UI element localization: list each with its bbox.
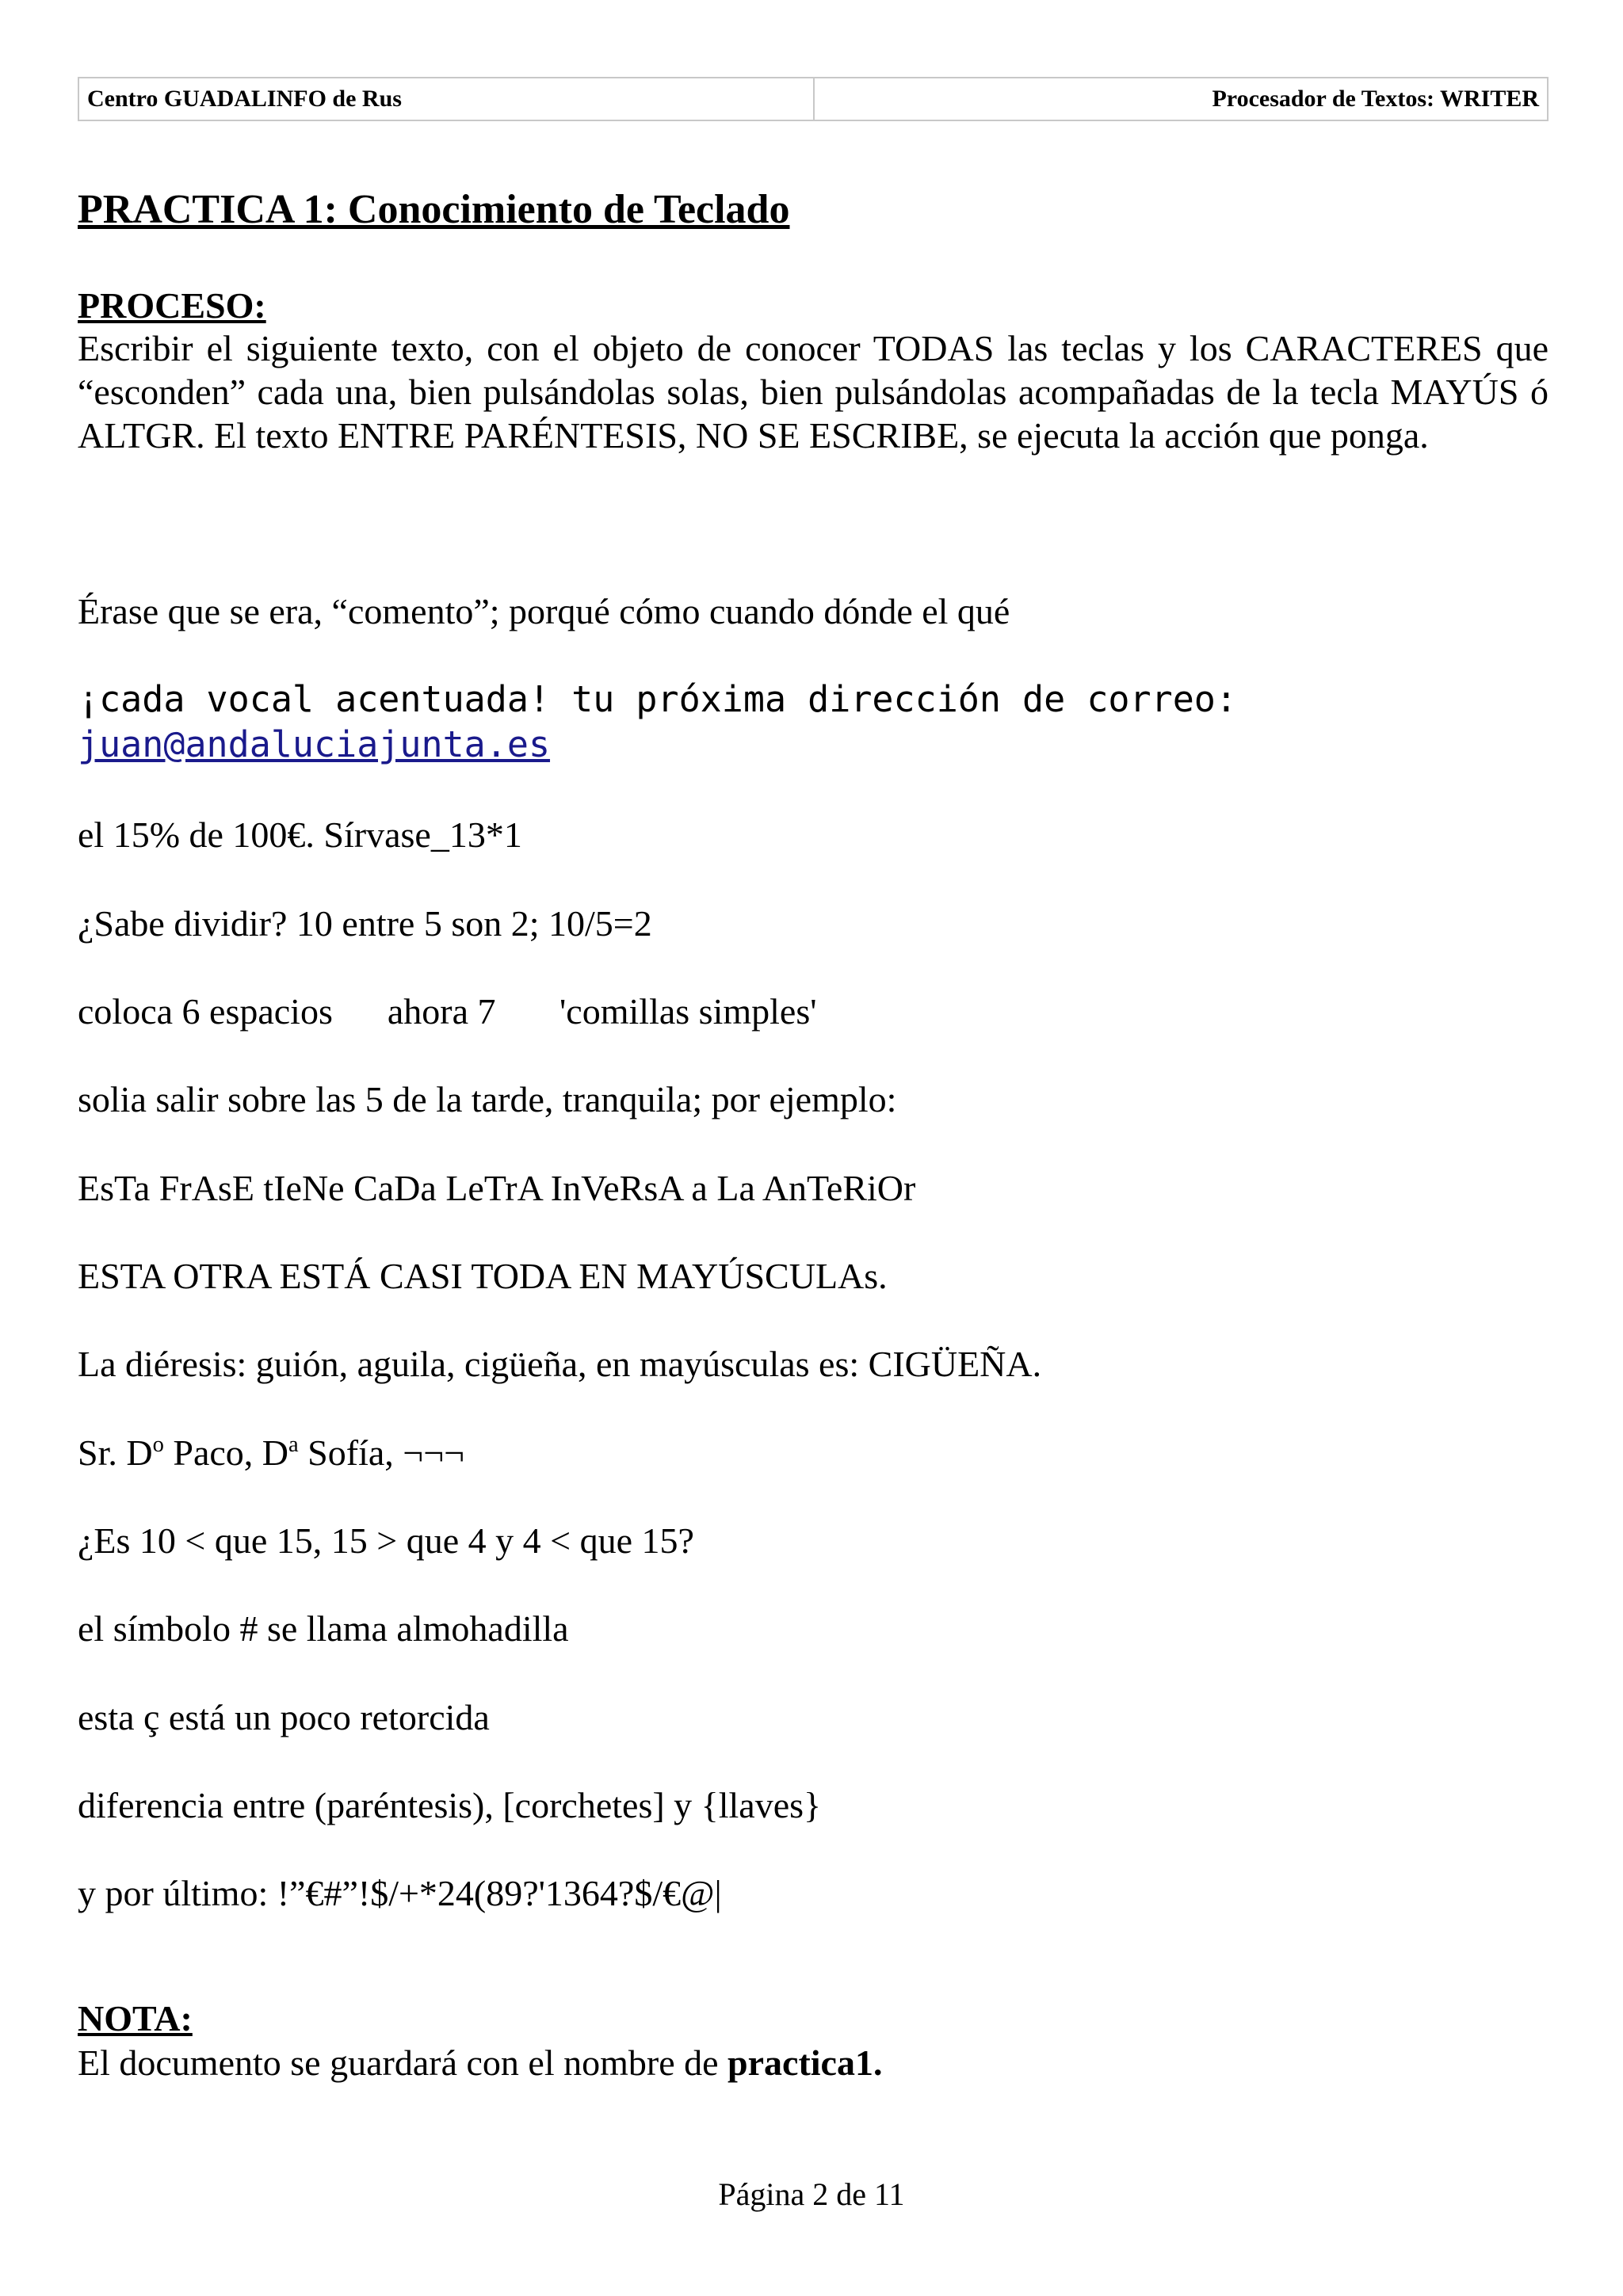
text-line-5: coloca 6 espacios ahora 7 'comillas simples' [78,991,817,1032]
proceso-heading: PROCESO: [78,285,266,326]
text-line-11: ¿Es 10 < que 15, 15 > que 4 y 4 < que 15? [78,1520,694,1561]
page-number-footer: Página 2 de 11 [718,2176,905,2212]
text-line-12: el símbolo # se llama almohadilla [78,1608,569,1649]
header-left-cell: Centro GUADALINFO de Rus [79,78,815,120]
text-line-10-part-a: Sr. D [78,1432,153,1473]
practice-title: PRACTICA 1: Conocimiento de Teclado [78,187,790,232]
nota-text [78,2041,882,2084]
text-line-14: diferencia entre (paréntesis), [corchetes] y {llaves} [78,1785,822,1825]
header-right-cell: Procesador de Textos: WRITER [1212,86,1539,112]
text-line-3: el 15% de 100€. Sírvase_13*1 [78,814,522,855]
text-line-13: esta ç está un poco retorcida [78,1697,490,1737]
text-line-2: ¡cada vocal acentuada! tu próxima dirección de correo: [78,678,1237,720]
text-line-9: La diéresis: guión, aguila, cigüeña, en mayúsculas es: CIGÜEÑA. [78,1344,1042,1384]
text-line-10-part-b: Paco, D [163,1432,288,1473]
text-line-4: ¿Sabe dividir? 10 entre 5 son 2; 10/5=2 [78,903,652,944]
nota-heading: NOTA: [78,1998,193,2039]
text-line-10 [78,1431,464,1474]
nota-filename: practica1. [727,2042,883,2083]
nota-text-prefix: El documento se guardará con el nombre de [78,2042,728,2083]
proceso-text: Escribir el siguiente texto, con el objeto de conocer TODAS las teclas y los CARACTERES que “esconden” cada una, bien pulsándolas solas, bien pulsándolas acompañadas de la tecla MAYÚS ó ALTGR. El texto ENTRE PARÉNTESIS, NO SE ESCRIBE, se ejecuta la acción que ponga. [78,328,1549,456]
text-line-7: EsTa FrAsE tIeNe CaDa LeTrA InVeRsA a La AnTeRiOr [78,1168,916,1208]
ordinal-a-superscript: a [288,1432,299,1457]
email-link[interactable]: juan@andaluciajunta.es [78,723,551,765]
text-line-8: ESTA OTRA ESTÁ CASI TODA EN MAYÚSCULAs. [78,1256,888,1296]
text-line-15: y por último: !”€#”!$/+*24(89?'1364?$/€@| [78,1873,722,1913]
text-line-6: solia salir sobre las 5 de la tarde, tranquila; por ejemplo: [78,1079,897,1119]
ordinal-o-superscript: o [152,1432,164,1457]
text-line-10-part-c: Sofía, ¬¬¬ [298,1432,465,1473]
text-line-1: Érase que se era, “comento”; porqué cómo cuando dónde el qué [78,591,1010,631]
page-header-table [78,77,1549,121]
